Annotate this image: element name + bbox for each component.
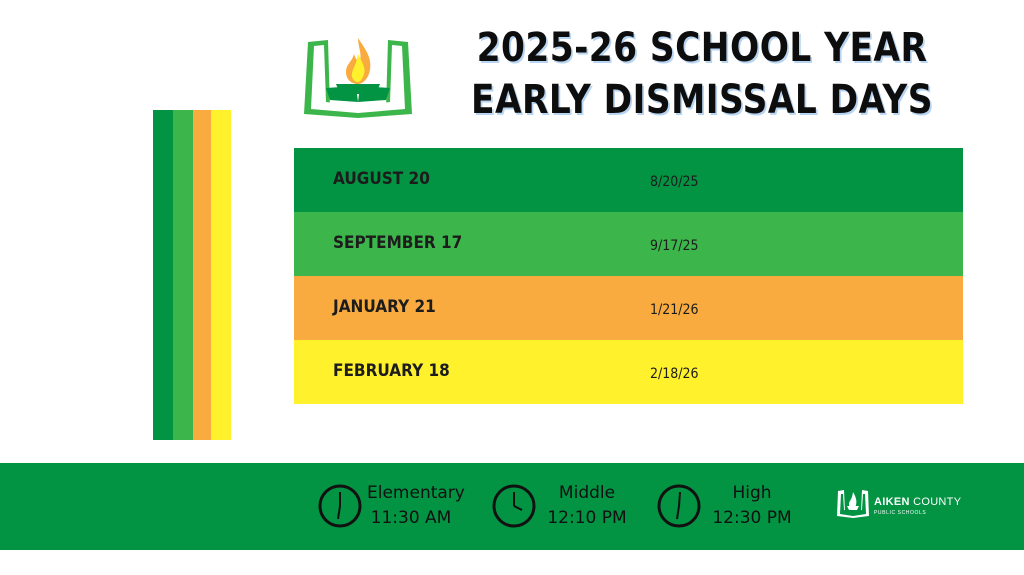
table-row [294,212,963,276]
day-date: 1/21/26 [650,302,699,318]
day-label: FEBRUARY 18 [333,361,450,381]
aiken-county-brand [836,488,976,522]
day-date: 9/17/25 [650,238,699,254]
dismissal-time: 12:30 PM [712,508,792,528]
dismissal-time: 12:10 PM [547,508,627,528]
pencil-illustration [153,110,231,511]
clock-icon [317,483,363,529]
school-level: High [732,483,772,503]
dismissal-days-table [294,148,963,404]
aiken-county-logo-icon [836,488,870,518]
school-level: Middle [558,483,616,503]
clock-icon [656,483,702,529]
brand-name: AIKEN COUNTY [874,496,962,508]
open-book-torch-icon [300,36,416,120]
day-label: AUGUST 20 [333,169,430,189]
brand-subtitle: PUBLIC SCHOOLS [874,510,927,516]
title-line-1: 2025-26 SCHOOL YEAR [476,25,928,71]
table-row [294,340,963,404]
page-title [466,22,937,126]
clock-icon [491,483,537,529]
footer-bar [0,463,1024,550]
table-row [294,148,963,212]
title-line-2: EARLY DISMISSAL DAYS [471,77,933,123]
day-label: JANUARY 21 [333,297,436,317]
day-label: SEPTEMBER 17 [333,233,463,253]
table-row [294,276,963,340]
dismissal-time: 11:30 AM [370,508,452,528]
day-date: 2/18/26 [650,366,699,382]
day-date: 8/20/25 [650,174,699,190]
school-level: Elementary [367,483,465,503]
